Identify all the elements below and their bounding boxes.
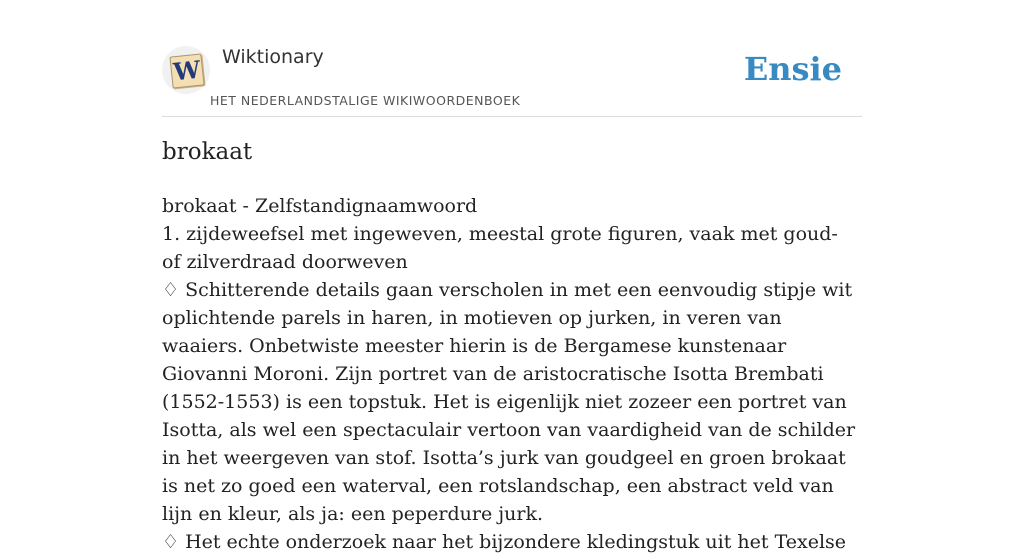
example-quote: ♢ Het echte onderzoek naar het bijzondere kledingstuk uit het Texelse [162,531,847,553]
logo-letter: W [169,53,204,88]
example-quote: ♢ Schitterende details gaan verscholen in met een eenvoudig stipje wit oplichtende parels in haren, in motieven op jurken, in veren van waaiers. Onbetwiste meester hierin is de Bergamese kunstenaar Giovanni Moroni. Zijn portret van de aristocratische Isotta Brembati (1552-1553) is een topstuk. Het is eigenlijk niet zozeer een portret van Isotta, als wel een spectaculair vertoon van vaardigheid van de schilder in het weergeven van stof. Isotta’s jurk van goudgeel en groen brokaat is net zo goed een waterval, een rotslandschap, een abstract veld van lijn en kleur, als ja: een peperdure jurk. [162,279,856,525]
site-header [162,0,862,117]
page [162,0,862,553]
site-subtitle: HET NEDERLANDSTALIGE WIKIWOORDENBOEK [210,93,521,108]
site-title[interactable]: Wiktionary [222,46,324,68]
definition-text: 1. zijdeweefsel met ingeweven, meestal grote figuren, vaak met goud- of zilverdraad doorweven [162,223,838,273]
entry-content [162,192,862,556]
page-title: brokaat [162,139,253,165]
wiktionary-logo[interactable] [162,46,210,94]
definition-header: brokaat - Zelfstandignaamwoord [162,195,478,217]
ensie-brand-link[interactable]: Ensie [743,50,842,88]
